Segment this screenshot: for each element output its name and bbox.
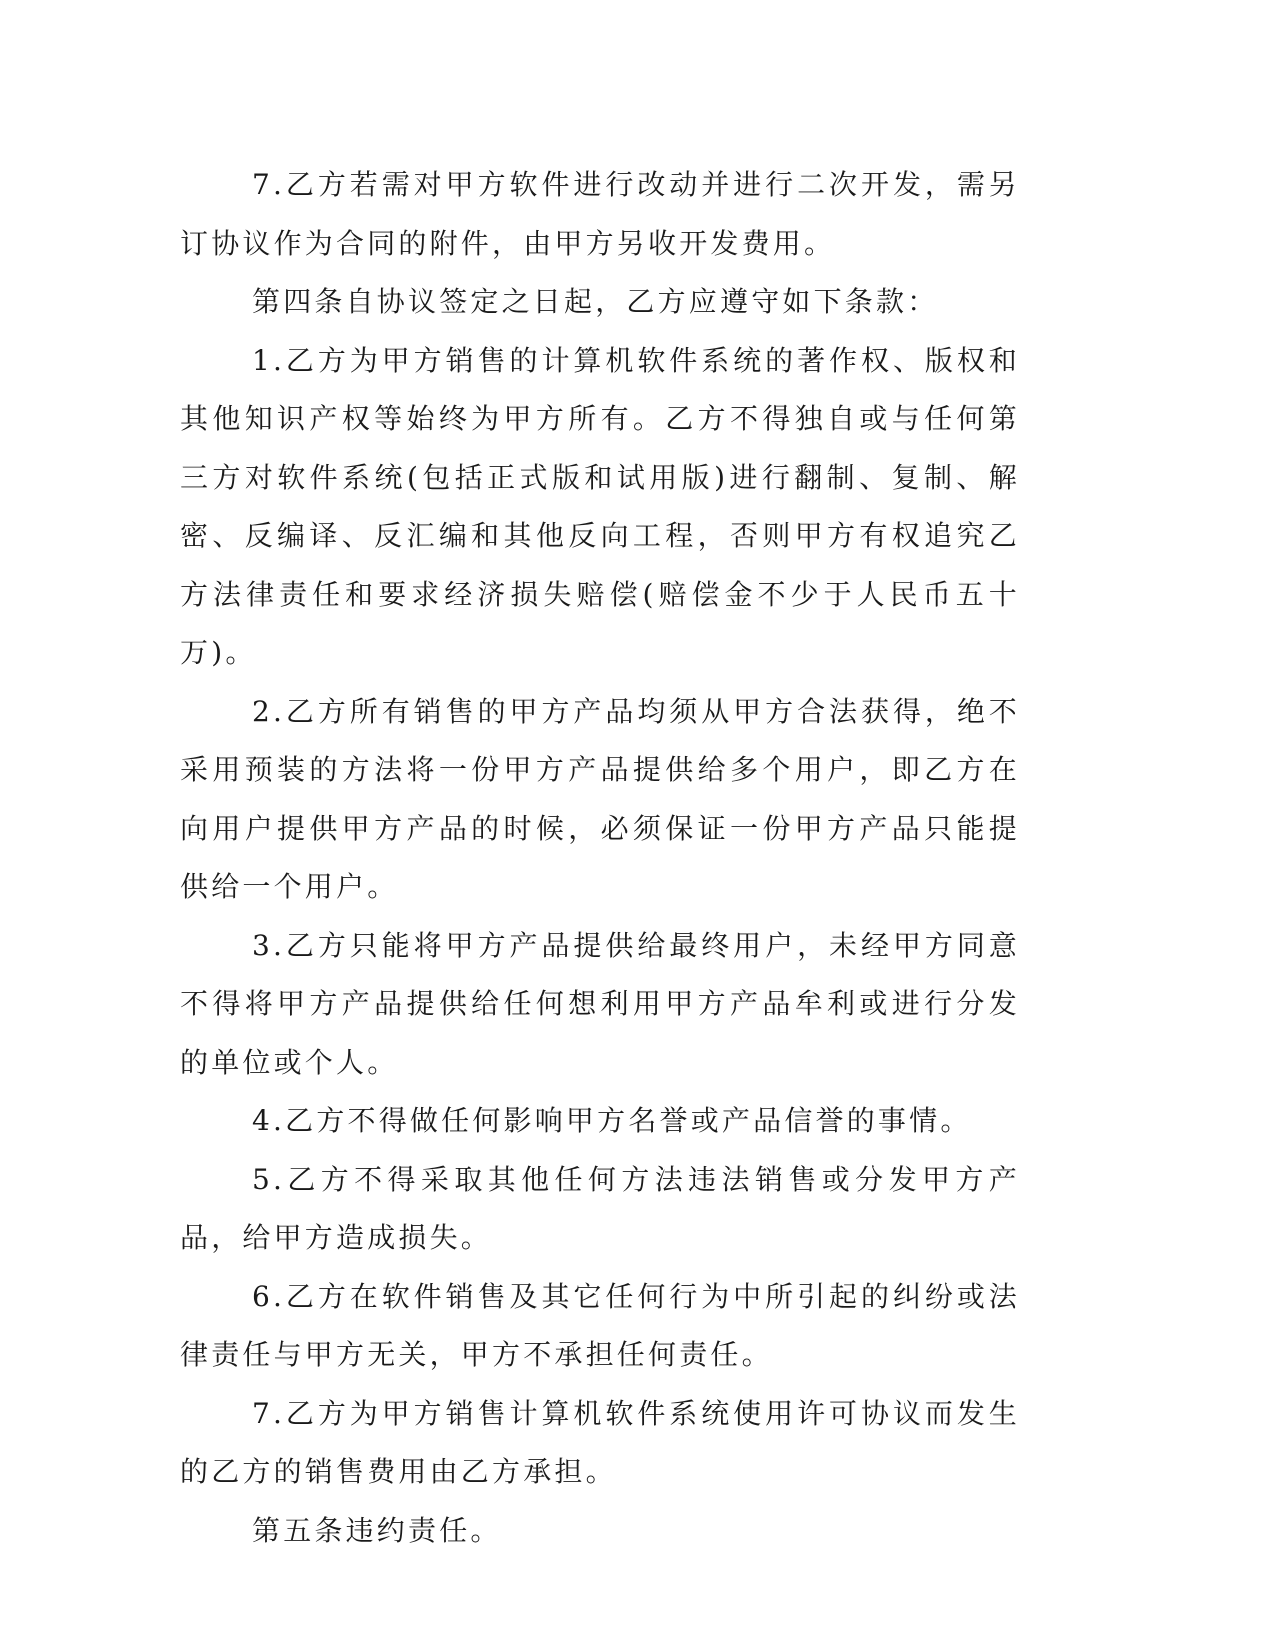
document-body — [180, 156, 1020, 1560]
paragraph-article-4-item-2: 2.乙方所有销售的甲方产品均须从甲方合法获得，绝不采用预装的方法将一份甲方产品提供给多个用户，即乙方在向用户提供甲方产品的时候，必须保证一份甲方产品只能提供给一个用户。 — [180, 694, 1020, 903]
paragraph-clause-3-item-7: 7.乙方若需对甲方软件进行改动并进行二次开发，需另订协议作为合同的附件，由甲方另收开发费用。 — [180, 168, 1020, 260]
paragraph-article-4-item-6: 6.乙方在软件销售及其它任何行为中所引起的纠纷或法律责任与甲方无关，甲方不承担任何责任。 — [180, 1279, 1020, 1371]
paragraph-article-4-item-4: 4.乙方不得做任何影响甲方名誉或产品信誉的事情。 — [252, 1104, 972, 1137]
paragraph-article-4-item-5: 5.乙方不得采取其他任何方法违法销售或分发甲方产品，给甲方造成损失。 — [180, 1162, 1020, 1254]
paragraph-article-4-item-3: 3.乙方只能将甲方产品提供给最终用户，未经甲方同意不得将甲方产品提供给任何想利用甲方产品牟利或进行分发的单位或个人。 — [180, 928, 1020, 1079]
paragraph-article-4-item-7: 7.乙方为甲方销售计算机软件系统使用许可协议而发生的乙方的销售费用由乙方承担。 — [180, 1396, 1020, 1488]
paragraph-article-4-item-1: 1.乙方为甲方销售的计算机软件系统的著作权、版权和其他知识产权等始终为甲方所有。乙方不得独自或与任何第三方对软件系统(包括正式版和试用版)进行翻制、复制、解密、反编译、反汇编和其他反向工程，否则甲方有权追究乙方法律责任和要求经济损失赔偿(赔偿金不少于人民币五十万)。 — [180, 343, 1020, 669]
paragraph-article-4-heading: 第四条自协议签定之日起，乙方应遵守如下条款： — [252, 285, 939, 318]
paragraph-article-5-heading: 第五条违约责任。 — [252, 1513, 502, 1547]
